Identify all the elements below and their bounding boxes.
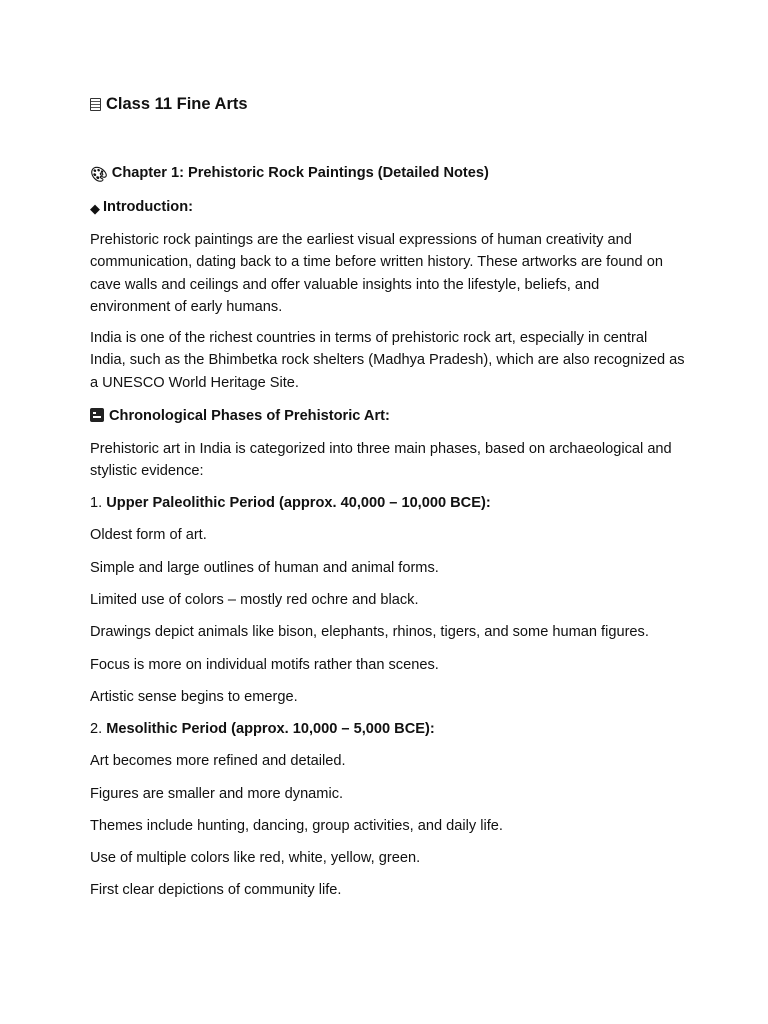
phases-intro-paragraph <box>90 438 682 483</box>
list-item: Limited use of colors – mostly red ochre and black. <box>90 592 419 608</box>
list-item: Art becomes more refined and detailed. <box>90 753 346 769</box>
list-item: Artistic sense begins to emerge. <box>90 689 298 705</box>
palette-icon: 🎨︎ <box>90 167 108 183</box>
document-title-text: Class 11 Fine Arts <box>106 95 248 113</box>
document-title <box>90 93 248 115</box>
timeline-icon <box>90 408 104 422</box>
list-number: 1. <box>90 495 103 511</box>
list-item: Drawings depict animals like bison, elephants, rhinos, tigers, and some human figures. <box>90 624 649 640</box>
phases-heading <box>90 406 390 426</box>
diamond-icon: ◆ <box>90 202 100 217</box>
paragraph-line: cave walls and ceilings and offer valuable insights into the lifestyle, beliefs, and <box>90 276 600 293</box>
upper-paleolithic-title: Upper Paleolithic Period (approx. 40,000 – 10,000 BCE): <box>106 495 491 511</box>
paragraph-line: a UNESCO World Heritage Site. <box>90 374 299 391</box>
list-item: Oldest form of art. <box>90 527 207 543</box>
list-item: Simple and large outlines of human and animal forms. <box>90 560 439 576</box>
introduction-heading-text: Introduction: <box>103 199 193 215</box>
mesolithic-heading <box>90 719 435 739</box>
mesolithic-title: Mesolithic Period (approx. 10,000 – 5,000 BCE): <box>106 721 435 737</box>
paragraph-line: Prehistoric rock paintings are the earliest visual expressions of human creativity and <box>90 232 632 248</box>
phases-heading-text: Chronological Phases of Prehistoric Art: <box>109 408 390 424</box>
paragraph-line: India, such as the Bhimbetka rock shelters (Madhya Pradesh), which are also recognized as <box>90 352 685 369</box>
list-number: 2. <box>90 721 103 737</box>
list-item: Use of multiple colors like red, white, yellow, green. <box>90 850 421 866</box>
introduction-paragraph-2 <box>90 327 685 394</box>
paragraph-line: Prehistoric art in India is categorized into three main phases, based on archaeological and <box>90 441 672 457</box>
list-item: Focus is more on individual motifs rather than scenes. <box>90 657 439 673</box>
upper-paleolithic-heading <box>90 493 491 513</box>
list-item: Themes include hunting, dancing, group activities, and daily life. <box>90 818 503 834</box>
book-icon <box>90 98 101 111</box>
paragraph-line: India is one of the richest countries in terms of prehistoric rock art, especially in central <box>90 330 648 346</box>
paragraph-line: stylistic evidence: <box>90 463 204 480</box>
chapter-heading-text: Chapter 1: Prehistoric Rock Paintings (Detailed Notes) <box>111 165 489 181</box>
paragraph-line: communication, dating back to a time before written history. These artworks are found on <box>90 254 663 271</box>
introduction-paragraph-1 <box>90 229 682 318</box>
chapter-heading <box>90 163 489 183</box>
introduction-heading <box>90 197 193 217</box>
list-item: First clear depictions of community life. <box>90 882 342 898</box>
paragraph-line: environment of early humans. <box>90 298 283 315</box>
list-item: Figures are smaller and more dynamic. <box>90 786 344 802</box>
